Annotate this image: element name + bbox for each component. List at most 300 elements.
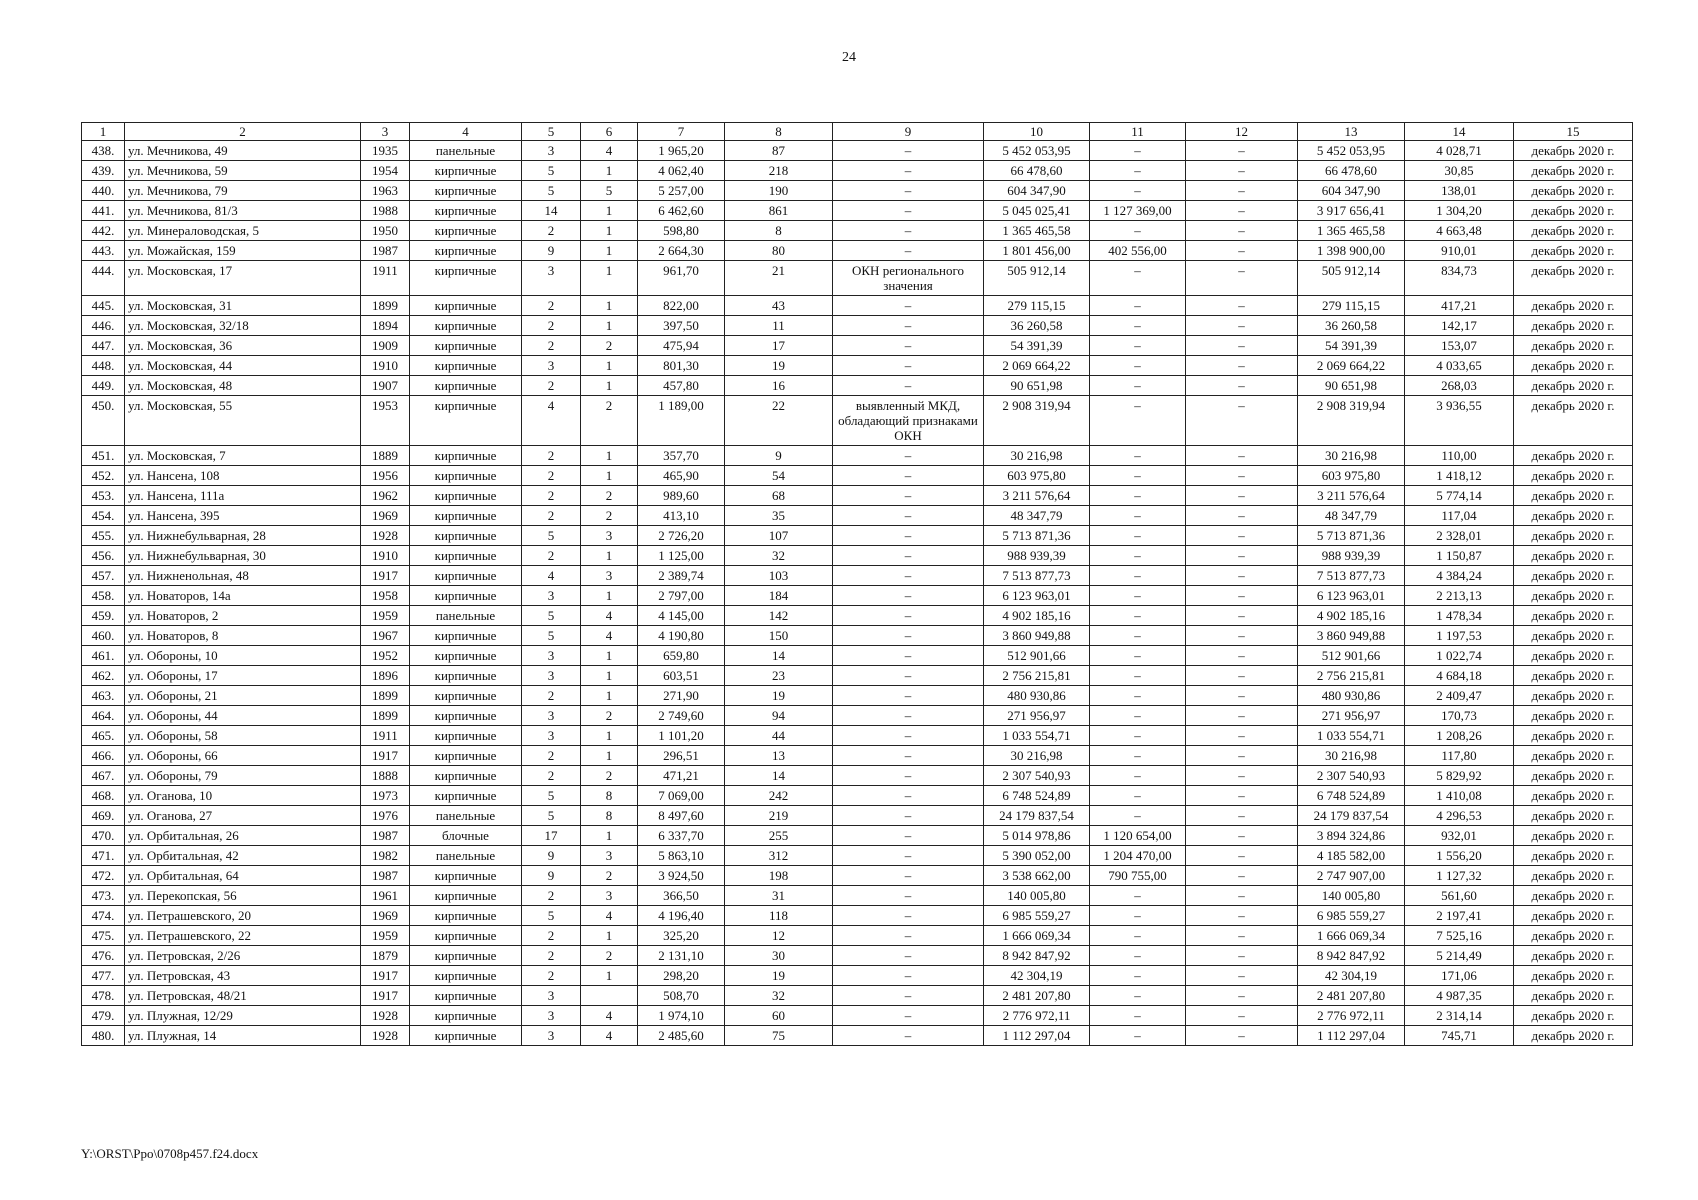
cell-row-number: 464. — [82, 706, 125, 726]
cell-entrances: 4 — [581, 606, 638, 626]
cell-total-cost: 480 930,86 — [984, 686, 1090, 706]
cell-completion-date: декабрь 2020 г. — [1514, 526, 1633, 546]
cell-cost-per-unit: 1 304,20 — [1405, 201, 1514, 221]
cell-row-number: 441. — [82, 201, 125, 221]
cell-address: ул. Петровская, 48/21 — [125, 986, 361, 1006]
cell-area: 603,51 — [638, 666, 725, 686]
cell-completion-date: декабрь 2020 г. — [1514, 586, 1633, 606]
cell-area: 475,94 — [638, 336, 725, 356]
cell-entrances: 1 — [581, 201, 638, 221]
cell-address: ул. Московская, 17 — [125, 261, 361, 296]
cell-completion-date: декабрь 2020 г. — [1514, 906, 1633, 926]
column-header: 4 — [410, 123, 522, 141]
cell-floors: 5 — [522, 806, 581, 826]
cell-year-built: 1899 — [361, 706, 410, 726]
cell-cost-11: – — [1090, 886, 1186, 906]
cell-cost-11: – — [1090, 806, 1186, 826]
cell-row-number: 454. — [82, 506, 125, 526]
cell-year-built: 1969 — [361, 506, 410, 526]
table-row — [82, 396, 1633, 446]
cell-cost-13: 5 713 871,36 — [1298, 526, 1405, 546]
cell-cost-per-unit: 561,60 — [1405, 886, 1514, 906]
cell-total-cost: 5 390 052,00 — [984, 846, 1090, 866]
cell-total-cost: 24 179 837,54 — [984, 806, 1090, 826]
cell-total-cost: 3 860 949,88 — [984, 626, 1090, 646]
cell-wall-material: кирпичные — [410, 221, 522, 241]
cell-cost-13: 6 123 963,01 — [1298, 586, 1405, 606]
cell-year-built: 1962 — [361, 486, 410, 506]
cell-floors: 5 — [522, 161, 581, 181]
cell-residents: 31 — [725, 886, 833, 906]
footer-file-path: Y:\ORST\Ppo\0708p457.f24.docx — [81, 1146, 259, 1161]
cell-area: 298,20 — [638, 966, 725, 986]
cell-entrances: 2 — [581, 486, 638, 506]
cell-year-built: 1910 — [361, 546, 410, 566]
cell-cost-per-unit: 5 774,14 — [1405, 486, 1514, 506]
cell-address: ул. Петрашевского, 20 — [125, 906, 361, 926]
cell-cost-13: 480 930,86 — [1298, 686, 1405, 706]
cell-wall-material: кирпичные — [410, 686, 522, 706]
cell-heritage-status: – — [833, 906, 984, 926]
cell-entrances: 1 — [581, 376, 638, 396]
cell-total-cost: 2 776 972,11 — [984, 1006, 1090, 1026]
table-row — [82, 906, 1633, 926]
cell-entrances: 1 — [581, 161, 638, 181]
table-row — [82, 446, 1633, 466]
cell-address: ул. Плужная, 12/29 — [125, 1006, 361, 1026]
table-row — [82, 706, 1633, 726]
cell-row-number: 442. — [82, 221, 125, 241]
cell-cost-per-unit: 1 556,20 — [1405, 846, 1514, 866]
cell-entrances: 1 — [581, 316, 638, 336]
cell-wall-material: кирпичные — [410, 336, 522, 356]
cell-address: ул. Перекопская, 56 — [125, 886, 361, 906]
cell-address: ул. Мечникова, 79 — [125, 181, 361, 201]
cell-row-number: 449. — [82, 376, 125, 396]
cell-year-built: 1928 — [361, 1026, 410, 1046]
cell-row-number: 445. — [82, 296, 125, 316]
cell-heritage-status: – — [833, 356, 984, 376]
cell-cost-11: – — [1090, 706, 1186, 726]
cell-entrances: 2 — [581, 946, 638, 966]
cell-floors: 5 — [522, 906, 581, 926]
cell-row-number: 440. — [82, 181, 125, 201]
cell-cost-per-unit: 2 213,13 — [1405, 586, 1514, 606]
cell-residents: 17 — [725, 336, 833, 356]
cell-entrances: 2 — [581, 706, 638, 726]
cell-area: 357,70 — [638, 446, 725, 466]
cell-cost-11: 1 204 470,00 — [1090, 846, 1186, 866]
cell-cost-11: – — [1090, 546, 1186, 566]
cell-total-cost: 30 216,98 — [984, 446, 1090, 466]
cell-completion-date: декабрь 2020 г. — [1514, 376, 1633, 396]
cell-cost-11: – — [1090, 966, 1186, 986]
cell-cost-per-unit: 932,01 — [1405, 826, 1514, 846]
cell-area: 1 974,10 — [638, 1006, 725, 1026]
cell-cost-per-unit: 4 296,53 — [1405, 806, 1514, 826]
cell-year-built: 1928 — [361, 1006, 410, 1026]
table-row — [82, 846, 1633, 866]
cell-completion-date: декабрь 2020 г. — [1514, 966, 1633, 986]
cell-cost-13: 3 211 576,64 — [1298, 486, 1405, 506]
cell-total-cost: 42 304,19 — [984, 966, 1090, 986]
cell-row-number: 456. — [82, 546, 125, 566]
cell-completion-date: декабрь 2020 г. — [1514, 201, 1633, 221]
table-row — [82, 666, 1633, 686]
cell-address: ул. Нижнебульварная, 28 — [125, 526, 361, 546]
cell-cost-13: 2 069 664,22 — [1298, 356, 1405, 376]
column-header: 1 — [82, 123, 125, 141]
cell-cost-12: – — [1186, 201, 1298, 221]
cell-row-number: 463. — [82, 686, 125, 706]
cell-residents: 218 — [725, 161, 833, 181]
cell-cost-11: – — [1090, 686, 1186, 706]
cell-area: 1 125,00 — [638, 546, 725, 566]
cell-cost-per-unit: 745,71 — [1405, 1026, 1514, 1046]
cell-row-number: 452. — [82, 466, 125, 486]
cell-heritage-status: – — [833, 666, 984, 686]
cell-floors: 4 — [522, 396, 581, 446]
cell-wall-material: кирпичные — [410, 886, 522, 906]
column-header: 7 — [638, 123, 725, 141]
cell-area: 961,70 — [638, 261, 725, 296]
cell-area: 4 062,40 — [638, 161, 725, 181]
cell-residents: 219 — [725, 806, 833, 826]
cell-year-built: 1976 — [361, 806, 410, 826]
cell-heritage-status: – — [833, 546, 984, 566]
cell-area: 5 257,00 — [638, 181, 725, 201]
cell-residents: 198 — [725, 866, 833, 886]
cell-year-built: 1961 — [361, 886, 410, 906]
cell-cost-11: – — [1090, 1006, 1186, 1026]
cell-year-built: 1950 — [361, 221, 410, 241]
cell-address: ул. Обороны, 21 — [125, 686, 361, 706]
cell-area: 397,50 — [638, 316, 725, 336]
cell-wall-material: блочные — [410, 826, 522, 846]
cell-cost-per-unit: 2 409,47 — [1405, 686, 1514, 706]
cell-row-number: 467. — [82, 766, 125, 786]
cell-cost-11: – — [1090, 466, 1186, 486]
cell-row-number: 462. — [82, 666, 125, 686]
cell-completion-date: декабрь 2020 г. — [1514, 141, 1633, 161]
cell-year-built: 1953 — [361, 396, 410, 446]
cell-wall-material: кирпичные — [410, 586, 522, 606]
cell-completion-date: декабрь 2020 г. — [1514, 866, 1633, 886]
cell-year-built: 1959 — [361, 926, 410, 946]
cell-entrances: 3 — [581, 886, 638, 906]
cell-floors: 9 — [522, 241, 581, 261]
cell-year-built: 1987 — [361, 866, 410, 886]
cell-residents: 68 — [725, 486, 833, 506]
cell-area: 5 863,10 — [638, 846, 725, 866]
cell-total-cost: 36 260,58 — [984, 316, 1090, 336]
cell-cost-13: 2 307 540,93 — [1298, 766, 1405, 786]
cell-total-cost: 1 801 456,00 — [984, 241, 1090, 261]
cell-cost-per-unit: 5 214,49 — [1405, 946, 1514, 966]
table-row — [82, 486, 1633, 506]
cell-cost-11: – — [1090, 566, 1186, 586]
cell-wall-material: кирпичные — [410, 646, 522, 666]
cell-completion-date: декабрь 2020 г. — [1514, 356, 1633, 376]
cell-cost-13: 5 452 053,95 — [1298, 141, 1405, 161]
cell-address: ул. Мечникова, 81/3 — [125, 201, 361, 221]
cell-completion-date: декабрь 2020 г. — [1514, 296, 1633, 316]
cell-cost-12: – — [1186, 486, 1298, 506]
cell-address: ул. Обороны, 58 — [125, 726, 361, 746]
cell-cost-13: 6 985 559,27 — [1298, 906, 1405, 926]
cell-wall-material: кирпичные — [410, 356, 522, 376]
cell-entrances: 1 — [581, 646, 638, 666]
cell-cost-13: 512 901,66 — [1298, 646, 1405, 666]
cell-heritage-status: – — [833, 566, 984, 586]
cell-wall-material: кирпичные — [410, 1006, 522, 1026]
cell-row-number: 479. — [82, 1006, 125, 1026]
cell-completion-date: декабрь 2020 г. — [1514, 161, 1633, 181]
cell-cost-13: 30 216,98 — [1298, 746, 1405, 766]
table-row — [82, 241, 1633, 261]
cell-completion-date: декабрь 2020 г. — [1514, 181, 1633, 201]
cell-row-number: 450. — [82, 396, 125, 446]
cell-cost-per-unit: 153,07 — [1405, 336, 1514, 356]
cell-area: 4 190,80 — [638, 626, 725, 646]
cell-cost-13: 1 112 297,04 — [1298, 1026, 1405, 1046]
cell-entrances: 4 — [581, 906, 638, 926]
cell-year-built: 1973 — [361, 786, 410, 806]
cell-year-built: 1917 — [361, 746, 410, 766]
cell-floors: 14 — [522, 201, 581, 221]
cell-cost-13: 42 304,19 — [1298, 966, 1405, 986]
cell-wall-material: кирпичные — [410, 926, 522, 946]
cell-address: ул. Московская, 32/18 — [125, 316, 361, 336]
cell-address: ул. Обороны, 10 — [125, 646, 361, 666]
cell-address: ул. Обороны, 79 — [125, 766, 361, 786]
cell-cost-12: – — [1186, 1026, 1298, 1046]
table-row — [82, 221, 1633, 241]
cell-year-built: 1935 — [361, 141, 410, 161]
cell-completion-date: декабрь 2020 г. — [1514, 806, 1633, 826]
cell-wall-material: кирпичные — [410, 241, 522, 261]
cell-residents: 255 — [725, 826, 833, 846]
cell-wall-material: кирпичные — [410, 201, 522, 221]
table-row — [82, 1006, 1633, 1026]
table-row — [82, 886, 1633, 906]
cell-year-built: 1982 — [361, 846, 410, 866]
cell-residents: 19 — [725, 686, 833, 706]
cell-floors: 4 — [522, 566, 581, 586]
cell-entrances: 1 — [581, 726, 638, 746]
cell-cost-11: – — [1090, 1026, 1186, 1046]
cell-cost-12: – — [1186, 316, 1298, 336]
cell-heritage-status: – — [833, 686, 984, 706]
cell-cost-13: 2 908 319,94 — [1298, 396, 1405, 446]
cell-cost-12: – — [1186, 726, 1298, 746]
cell-completion-date: декабрь 2020 г. — [1514, 566, 1633, 586]
table-row — [82, 356, 1633, 376]
table-row — [82, 646, 1633, 666]
cell-address: ул. Обороны, 66 — [125, 746, 361, 766]
cell-floors: 2 — [522, 466, 581, 486]
cell-heritage-status: ОКН регионального значения — [833, 261, 984, 296]
cell-floors: 2 — [522, 746, 581, 766]
cell-row-number: 443. — [82, 241, 125, 261]
cell-heritage-status: – — [833, 181, 984, 201]
cell-floors: 5 — [522, 526, 581, 546]
cell-row-number: 477. — [82, 966, 125, 986]
cell-cost-11: – — [1090, 666, 1186, 686]
cell-heritage-status: – — [833, 221, 984, 241]
table-row — [82, 336, 1633, 356]
cell-wall-material: панельные — [410, 141, 522, 161]
cell-cost-12: – — [1186, 586, 1298, 606]
cell-area: 296,51 — [638, 746, 725, 766]
column-header: 9 — [833, 123, 984, 141]
cell-floors: 2 — [522, 506, 581, 526]
cell-heritage-status: – — [833, 726, 984, 746]
cell-wall-material: кирпичные — [410, 946, 522, 966]
cell-address: ул. Нижнебульварная, 30 — [125, 546, 361, 566]
cell-total-cost: 512 901,66 — [984, 646, 1090, 666]
cell-total-cost: 1 666 069,34 — [984, 926, 1090, 946]
cell-entrances: 1 — [581, 261, 638, 296]
cell-area: 6 337,70 — [638, 826, 725, 846]
cell-cost-per-unit: 117,04 — [1405, 506, 1514, 526]
cell-address: ул. Новаторов, 8 — [125, 626, 361, 646]
cell-cost-12: – — [1186, 786, 1298, 806]
cell-residents: 13 — [725, 746, 833, 766]
table-row — [82, 201, 1633, 221]
cell-completion-date: декабрь 2020 г. — [1514, 221, 1633, 241]
cell-address: ул. Обороны, 44 — [125, 706, 361, 726]
cell-cost-12: – — [1186, 986, 1298, 1006]
cell-completion-date: декабрь 2020 г. — [1514, 316, 1633, 336]
cell-cost-per-unit: 1 478,34 — [1405, 606, 1514, 626]
cell-cost-per-unit: 4 684,18 — [1405, 666, 1514, 686]
cell-floors: 2 — [522, 316, 581, 336]
cell-heritage-status: – — [833, 646, 984, 666]
cell-year-built: 1959 — [361, 606, 410, 626]
cell-entrances: 1 — [581, 446, 638, 466]
cell-area: 1 965,20 — [638, 141, 725, 161]
cell-cost-13: 36 260,58 — [1298, 316, 1405, 336]
cell-heritage-status: – — [833, 986, 984, 1006]
cell-wall-material: кирпичные — [410, 786, 522, 806]
cell-floors: 2 — [522, 546, 581, 566]
cell-entrances: 1 — [581, 221, 638, 241]
cell-entrances: 1 — [581, 466, 638, 486]
cell-year-built: 1911 — [361, 261, 410, 296]
cell-row-number: 460. — [82, 626, 125, 646]
table-row — [82, 506, 1633, 526]
cell-cost-per-unit: 110,00 — [1405, 446, 1514, 466]
cell-cost-11: – — [1090, 181, 1186, 201]
cell-entrances: 1 — [581, 356, 638, 376]
cell-address: ул. Московская, 44 — [125, 356, 361, 376]
cell-cost-per-unit: 417,21 — [1405, 296, 1514, 316]
cell-completion-date: декабрь 2020 г. — [1514, 946, 1633, 966]
cell-total-cost: 505 912,14 — [984, 261, 1090, 296]
cell-floors: 2 — [522, 946, 581, 966]
cell-heritage-status: – — [833, 946, 984, 966]
cell-heritage-status: – — [833, 746, 984, 766]
cell-total-cost: 1 112 297,04 — [984, 1026, 1090, 1046]
cell-cost-12: – — [1186, 141, 1298, 161]
table-row — [82, 766, 1633, 786]
cell-cost-13: 604 347,90 — [1298, 181, 1405, 201]
cell-floors: 5 — [522, 606, 581, 626]
cell-cost-per-unit: 1 150,87 — [1405, 546, 1514, 566]
cell-area: 7 069,00 — [638, 786, 725, 806]
table-row — [82, 626, 1633, 646]
cell-cost-per-unit: 4 663,48 — [1405, 221, 1514, 241]
cell-wall-material: кирпичные — [410, 626, 522, 646]
cell-residents: 87 — [725, 141, 833, 161]
cell-cost-13: 7 513 877,73 — [1298, 566, 1405, 586]
cell-cost-per-unit: 2 328,01 — [1405, 526, 1514, 546]
cell-cost-per-unit: 1 127,32 — [1405, 866, 1514, 886]
cell-wall-material: кирпичные — [410, 866, 522, 886]
cell-cost-13: 2 756 215,81 — [1298, 666, 1405, 686]
cell-cost-12: – — [1186, 161, 1298, 181]
cell-cost-13: 505 912,14 — [1298, 261, 1405, 296]
cell-cost-11: – — [1090, 336, 1186, 356]
cell-entrances: 1 — [581, 686, 638, 706]
cell-heritage-status: – — [833, 336, 984, 356]
cell-address: ул. Новаторов, 14а — [125, 586, 361, 606]
cell-floors: 3 — [522, 646, 581, 666]
cell-total-cost: 2 908 319,94 — [984, 396, 1090, 446]
cell-total-cost: 90 651,98 — [984, 376, 1090, 396]
cell-completion-date: декабрь 2020 г. — [1514, 686, 1633, 706]
cell-total-cost: 66 478,60 — [984, 161, 1090, 181]
cell-row-number: 475. — [82, 926, 125, 946]
cell-cost-12: – — [1186, 886, 1298, 906]
cell-entrances: 1 — [581, 746, 638, 766]
cell-area: 2 131,10 — [638, 946, 725, 966]
cell-row-number: 458. — [82, 586, 125, 606]
cell-total-cost: 2 069 664,22 — [984, 356, 1090, 376]
cell-address: ул. Нижненольная, 48 — [125, 566, 361, 586]
cell-heritage-status: – — [833, 466, 984, 486]
table-row — [82, 546, 1633, 566]
cell-floors: 2 — [522, 486, 581, 506]
cell-cost-per-unit: 171,06 — [1405, 966, 1514, 986]
cell-address: ул. Нансена, 395 — [125, 506, 361, 526]
cell-wall-material: кирпичные — [410, 506, 522, 526]
cell-cost-12: – — [1186, 946, 1298, 966]
cell-area: 366,50 — [638, 886, 725, 906]
cell-residents: 14 — [725, 766, 833, 786]
cell-address: ул. Орбитальная, 26 — [125, 826, 361, 846]
cell-cost-12: – — [1186, 826, 1298, 846]
cell-row-number: 446. — [82, 316, 125, 336]
cell-year-built: 1956 — [361, 466, 410, 486]
cell-residents: 142 — [725, 606, 833, 626]
cell-area: 822,00 — [638, 296, 725, 316]
cell-cost-12: – — [1186, 296, 1298, 316]
cell-wall-material: панельные — [410, 846, 522, 866]
cell-address: ул. Петровская, 43 — [125, 966, 361, 986]
cell-total-cost: 48 347,79 — [984, 506, 1090, 526]
cell-entrances: 1 — [581, 586, 638, 606]
cell-row-number: 457. — [82, 566, 125, 586]
cell-cost-11: – — [1090, 626, 1186, 646]
cell-area: 413,10 — [638, 506, 725, 526]
cell-row-number: 447. — [82, 336, 125, 356]
cell-total-cost: 1 365 465,58 — [984, 221, 1090, 241]
cell-entrances: 3 — [581, 526, 638, 546]
cell-floors: 3 — [522, 586, 581, 606]
cell-cost-per-unit: 910,01 — [1405, 241, 1514, 261]
